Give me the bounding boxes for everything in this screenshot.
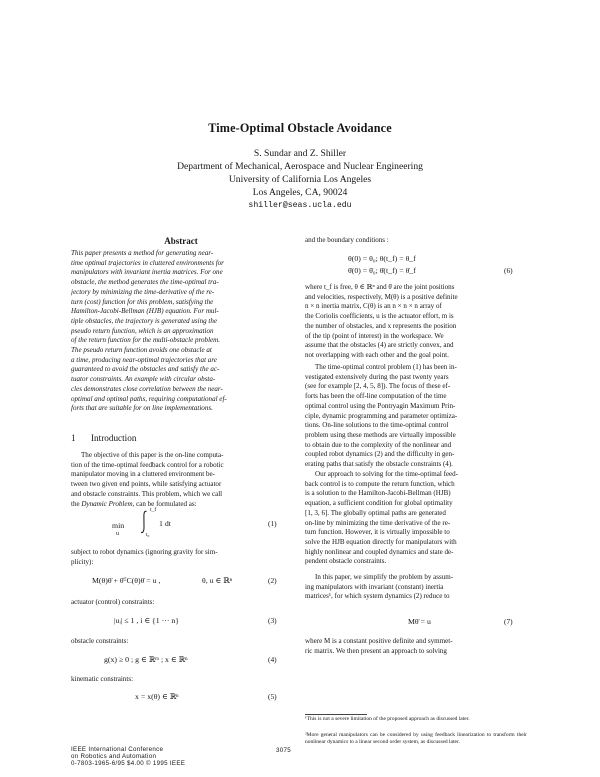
text-line: on-line by minimizing the time derivative of the re-	[305, 518, 451, 527]
eq1-min	[112, 521, 124, 530]
abstract-line: manipulators with invariant inertia matrices. For one	[71, 268, 223, 277]
eq6-row2: θ̇(0) = θ̇₀; θ̇(t_f) = θ̇_f	[348, 266, 416, 275]
text-line: where M is a constant positive definite and symmet-	[305, 637, 453, 645]
footnote-2: ²More general manipulators can be considered by using feedback linearization to transform their nonlinear dynamics to a linear second order system, as discussed later.	[305, 732, 527, 745]
text-line: (see for example [2, 4, 5, 8]). The focus of these ef-	[305, 382, 451, 391]
kinematic-text: kinematic constraints:	[71, 675, 134, 683]
section-number: 1	[71, 433, 76, 443]
integral-sign-icon	[139, 510, 149, 534]
eq7-expr: Mθ̈ = u	[408, 617, 431, 626]
text-line: the number of obstacles, and x represents the position	[305, 321, 457, 330]
text-line: is a solution to the Hamilton-Jacobi-Bellman (HJB)	[305, 489, 451, 498]
abstract-line: cles demonstrates close correlation between the near-	[71, 384, 223, 393]
subject-line: plicity):	[71, 557, 94, 566]
text-line: to obtain due to the complexity of the nonlinear and	[305, 440, 452, 449]
eq4-expr: g(x) ≥ 0 ; g ∈ ℝᵐ ; x ∈ ℝⁿ	[104, 655, 188, 664]
para-after-eq7	[305, 637, 527, 656]
footnote-1: ¹This is not a severe limitation of the proposed approach as discussed later.	[305, 716, 470, 722]
para-history	[305, 363, 527, 470]
abstract-heading: Abstract	[164, 236, 198, 246]
subject-text	[71, 548, 291, 567]
eq1-upper-limit: t_f	[150, 507, 157, 513]
intro-line: and obstacle constraints. This problem, which we call	[71, 489, 223, 498]
abstract-line: forts that are suitable for on line implementations.	[71, 404, 213, 413]
eq1-min-var: u	[116, 531, 119, 537]
abstract-line: optimal and optimal paths, requiring computational ef-	[71, 394, 227, 403]
text-line: n × n inertia matrix, C(θ) is an n × n × n array of	[305, 302, 442, 311]
footer-line: IEEE International Conference	[71, 746, 164, 753]
text-line: optimal control using the Pontryagin Maximum Prin-	[305, 401, 456, 410]
affiliation-department: Department of Mechanical, Aerospace and Nuclear Engineering	[177, 161, 423, 172]
eq2-number: (2)	[268, 576, 277, 585]
intro-paragraph	[71, 451, 291, 509]
text-fragment: the	[71, 499, 82, 508]
eq6-row1: θ(0) = θ₀; θ(t_f) = θ_f	[348, 254, 416, 263]
text-line: forts has been the off-line computation of the time	[305, 392, 447, 401]
abstract-line: This paper presents a method for generating near-	[71, 249, 214, 257]
abstract-line: tiple obstacles, the trajectory is generated using the	[71, 316, 217, 325]
abstract-line: obstacle, the method generates the time-optimal tra-	[71, 278, 219, 287]
dynamic-problem-term: Dynamic Problem	[81, 499, 133, 508]
boundary-intro: and the boundary conditions :	[305, 236, 389, 244]
text-line: the Coriolis coefficients, u is the actuator effort, m is	[305, 312, 454, 321]
intro-line: manipulator moving in a cluttered environment be-	[71, 470, 216, 479]
text-line: In this paper, we simplify the problem by assum-	[315, 573, 454, 581]
intro-line-last	[71, 500, 291, 510]
para-definitions	[305, 283, 527, 361]
footer-line: 0-7803-1965-6/95 $4.00 © 1995 IEEE	[71, 760, 186, 768]
text-line: where t_f is free, θ ∈ ℝⁿ and θ̇ are the joint positions	[305, 283, 455, 291]
text-line: tions. On-line solutions to the time-optimal control	[305, 421, 449, 430]
abstract-line: of the return function for the multi-obstacle problem.	[71, 336, 221, 345]
text-line: pendent obstacle constraints.	[305, 557, 387, 566]
section-title: Introduction	[91, 433, 137, 443]
para-approach	[305, 470, 527, 567]
text-line: equation, a sufficient condition for global optimality	[305, 499, 453, 508]
abstract-body	[71, 249, 291, 414]
abstract-line: tuator constraints. An example with circular obsta-	[71, 375, 216, 384]
intro-line: tion of the time-optimal feedback control for a robotic	[71, 460, 224, 469]
eq6-number: (6)	[504, 266, 513, 275]
eq1-lower-limit: t₀	[146, 532, 150, 538]
text-line: highly nonlinear and coupled dynamics and state de-	[305, 547, 454, 556]
text-line: ric matrix. We then present an approach to solving	[305, 646, 447, 655]
text-line: erating paths that satisfy the obstacle constraints (4).	[305, 460, 453, 469]
eq1-integrand: 1 dt	[159, 519, 171, 528]
abstract-line: pseudo return function, which is an approximation	[71, 326, 214, 335]
text-fragment: , can be formulated as:	[132, 499, 197, 508]
eq7-number: (7)	[504, 617, 513, 626]
obstacle-text: obstacle constraints:	[71, 637, 129, 645]
conference-footer	[71, 746, 185, 768]
intro-line: The objective of this paper is the on-line computa-	[81, 451, 224, 459]
eq2-domain: θ, u ∈ ℝⁿ	[202, 576, 233, 585]
text-line: assume that the obstacles (4) are strictly convex, and	[305, 341, 454, 350]
abstract-line: turn (cost) function for this problem, satisfying the	[71, 297, 214, 306]
text-line: back control is to compute the return function, which	[305, 479, 455, 488]
abstract-line: guaranteed to avoid the obstacles and satisfy the ac-	[71, 365, 220, 374]
text-line: vestigated extensively during the past twenty years	[305, 372, 449, 381]
eq1-number: (1)	[268, 519, 277, 528]
text-line: [1, 3, 6]. The globally optimal paths are generated	[305, 508, 446, 517]
eq5-number: (5)	[268, 692, 277, 701]
abstract-line: Hamilton-Jacobi-Bellman (HJB) equation. For mul-	[71, 307, 219, 316]
eq3-expr: |uᵢ| ≤ 1 , i ∈ {1 ··· n}	[114, 616, 180, 625]
text-line: solve the HJB equation directly for manipulators with	[305, 537, 457, 546]
page-number: 3075	[276, 747, 291, 754]
text-line: matrices¹, for which system dynamics (2) reduce to	[305, 592, 450, 601]
intro-line: tween two given end points, while satisfying actuator	[71, 480, 222, 489]
eq3-number: (3)	[268, 616, 277, 625]
text-line: coupled robot dynamics (2) and the difficulty in gen-	[305, 450, 455, 459]
eq5-expr: x = x(θ) ∈ ℝⁿ	[135, 692, 179, 701]
abstract-line: The pseudo return function avoids one obstacle at	[71, 346, 212, 355]
actuator-text: actuator (control) constraints:	[71, 598, 155, 606]
text-line: of the tip (point of interest) in the workspace. We	[305, 331, 444, 340]
intro-heading	[71, 433, 136, 443]
footnote-rule	[305, 714, 367, 715]
eq4-number: (4)	[268, 655, 277, 664]
text-line: ing manipulators with invariant (constant) inertia	[305, 582, 444, 591]
text-line: The time-optimal control problem (1) has been in-	[315, 363, 457, 371]
text-line: ciple, dynamic programming and parameter optimiza-	[305, 411, 458, 420]
text-line: turn function. However, it is virtually impossible to	[305, 528, 450, 537]
abstract-line: a time, producing near-optimal trajectories that are	[71, 355, 217, 364]
abstract-line: time optimal trajectories in cluttered environments for	[71, 258, 224, 267]
abstract-line: jectory by minimizing the time-derivative of the re-	[71, 287, 215, 296]
subject-line: subject to robot dynamics (ignoring gravity for sim-	[71, 548, 218, 556]
footer-line: on Robotics and Automation	[71, 753, 157, 761]
para-simplify	[305, 573, 527, 602]
text-line: not overlapping with each other and the goal point.	[305, 350, 449, 359]
eq2-lhs: M(θ)θ̈ + θ̇ᵀC(θ)θ̇ = u ,	[92, 576, 161, 585]
text-line: Our approach to solving for the time-optimal feed-	[315, 470, 459, 478]
text-line: and velocities, respectively, M(θ) is a positive definite	[305, 292, 458, 301]
affiliation-university: University of California Los Angeles	[228, 174, 372, 185]
text-line: problem using these methods are virtually impossible	[305, 430, 456, 439]
author-email: shiller@seas.ucla.edu	[248, 201, 352, 210]
authors: S. Sundar and Z. Shiller	[253, 148, 347, 159]
paper-title: Time-Optimal Obstacle Avoidance	[208, 121, 392, 135]
eq1-min-op: min	[112, 521, 125, 530]
affiliation-city: Los Angeles, CA, 90024	[252, 187, 348, 198]
